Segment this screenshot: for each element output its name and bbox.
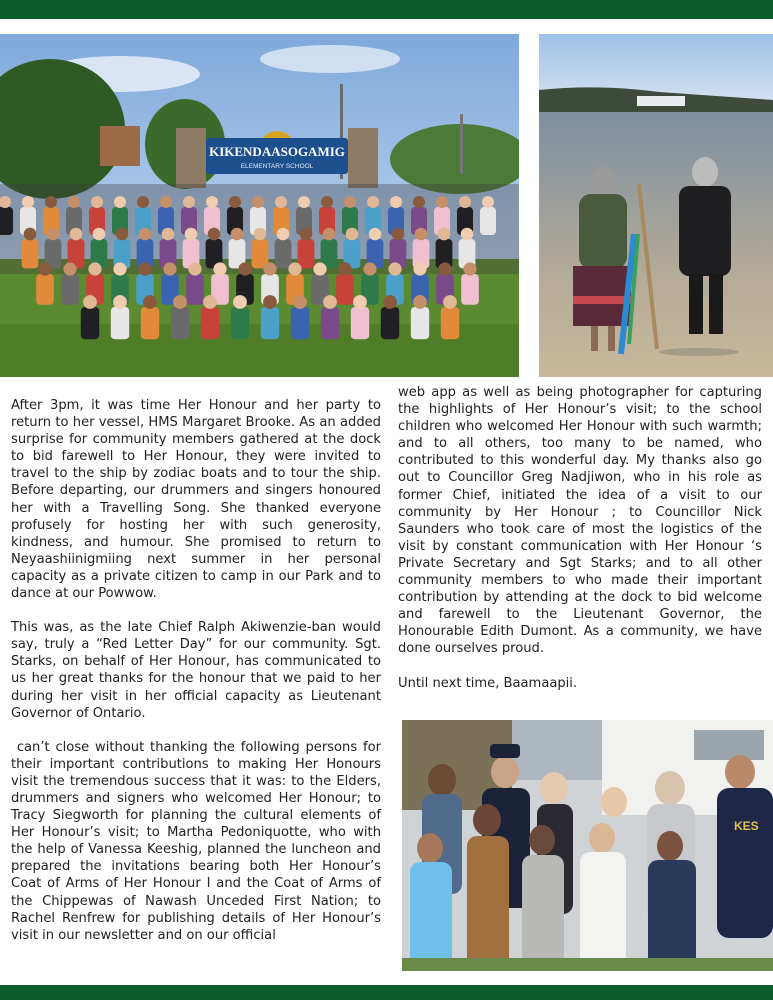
article-paragraph: After 3pm, it was time Her Honour and her party to return to her vessel, HMS Margaret Brooke. As an added surprise for community members gathered at the dock to bid farewell to Her Honour, they were invited to travel to the ship by zodiac boats and to tour the ship. Before departing, our drummers and singers honoured her with a Travelling Song. She thanked everyone profusely for hosting her with such generosity, kindness, and humour. She promised to return to Neyaashiinigmiing next summer in her personal capacity as a private citizen to camp in our Park and to dance at our Powwow.: [11, 398, 381, 602]
article-paragraph: can’t close without thanking the following persons for their important contributions to making Her Honours visit the tremendous success that it was: to the Elders, drummers and signers who welcomed Her Honour; to Tracy Siegworth for planning the cultural elements of Her Honour’s visit; to Martha Pedoniquotte, who with the help of Vanessa Keeshig, planned the luncheon and prepared the invitations bearing both Her Honour’s Coat of Arms of Her Honour I and the Coat of Arms of the Chippewas of Nawash Unceded First Nation; to Rachel Renfrew for publishing details of Her Honour’s visit in our newsletter and on our official: [11, 739, 386, 943]
sign-subtitle: ELEMENTARY SCHOOL: [240, 163, 314, 170]
article-left-column: [11, 397, 386, 961]
top-green-band: [0, 0, 773, 19]
water-ceremony-photo: [539, 34, 773, 377]
article-paragraph: web app as well as being photographer for capturing the highlights of Her Honour’s visit; to the school children who welcomed Her Honour with such warmth; and to all others, too many to be named, who contributed to this wonderful day. My thanks also go out to Councillor Greg Nadjiwon, who in his role as former Chief, initiated the idea of a visit to our community by Her Honour ; to Councillor Nick Saunders who took care of most the logistics of the visit by constant communication with Her Honour ‘s Private Secretary and Sgt Starks; and to all other community members to who made their important contribution by attending at the dock to bid welcome and farewell to the Lieutenant Governor, the Honourable Edith Dumont. As a community, we have done ourselves proud.: [398, 385, 762, 657]
sign-title: KIKENDAASOGAMIG: [209, 144, 345, 159]
group-portrait-photo: [402, 720, 773, 971]
article-paragraph: This was, as the late Chief Ralph Akiwenzie-ban would say, truly a “Red Letter Day” for our community. Sgt. Starks, on behalf of Her Honour, has communicated to us her great thanks for the honour that we paid to her during her visit in her official capacity as Lieutenant Governor of Ontario.: [11, 620, 381, 721]
article-right-column: [398, 384, 762, 709]
shirt-lettering: KES: [734, 819, 759, 833]
school-group-photo: [0, 34, 519, 377]
bottom-green-band: [0, 985, 773, 1000]
article-closing: Until next time, Baamaapii.: [398, 675, 578, 691]
